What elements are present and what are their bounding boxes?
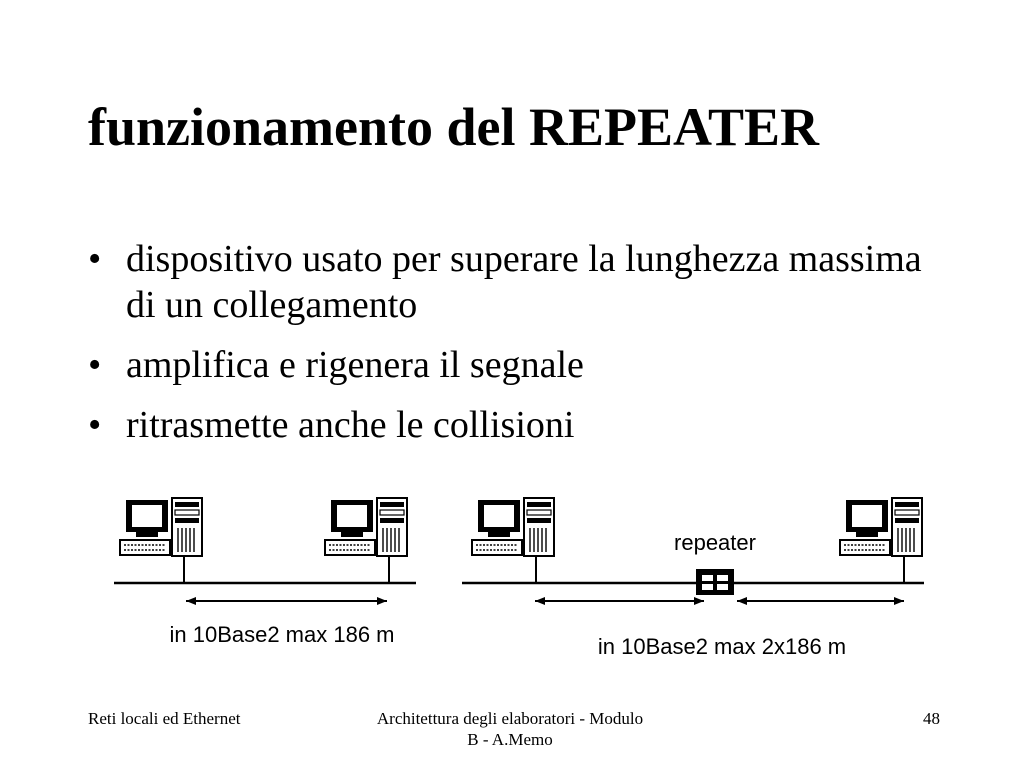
bullet-icon: • (88, 404, 102, 446)
bullet-item (88, 236, 948, 328)
bullet-text: dispositivo usato per superare la lunghezza massima di un collegamento (126, 238, 922, 326)
footer-module: Architettura degli elaboratori - Modulo B - A.Memo (376, 709, 644, 749)
left-distance-label: in 10Base2 max 186 m (169, 622, 395, 647)
computer-icon (840, 498, 922, 556)
page-number: 48 (923, 709, 940, 728)
footer-course-title: Reti locali ed Ethernet (88, 709, 241, 728)
computer-icon (120, 498, 202, 556)
bullet-text: amplifica e rigenera il segnale (126, 344, 584, 386)
left-network (114, 498, 416, 647)
bullet-item (88, 402, 948, 448)
computer-icon (325, 498, 407, 556)
bullet-item (88, 342, 948, 388)
network-diagram (0, 480, 1024, 680)
bullet-text: ritrasmette anche le collisioni (126, 404, 575, 446)
right-distance-label: in 10Base2 max 2x186 m (597, 634, 847, 659)
bullet-icon: • (88, 238, 102, 280)
right-network (462, 498, 924, 659)
bullet-list (88, 236, 948, 462)
slide-title: funzionamento del REPEATER (88, 97, 820, 157)
repeater-icon (696, 569, 734, 595)
bullet-icon: • (88, 344, 102, 386)
repeater-label: repeater (674, 530, 756, 555)
computer-icon (472, 498, 554, 556)
